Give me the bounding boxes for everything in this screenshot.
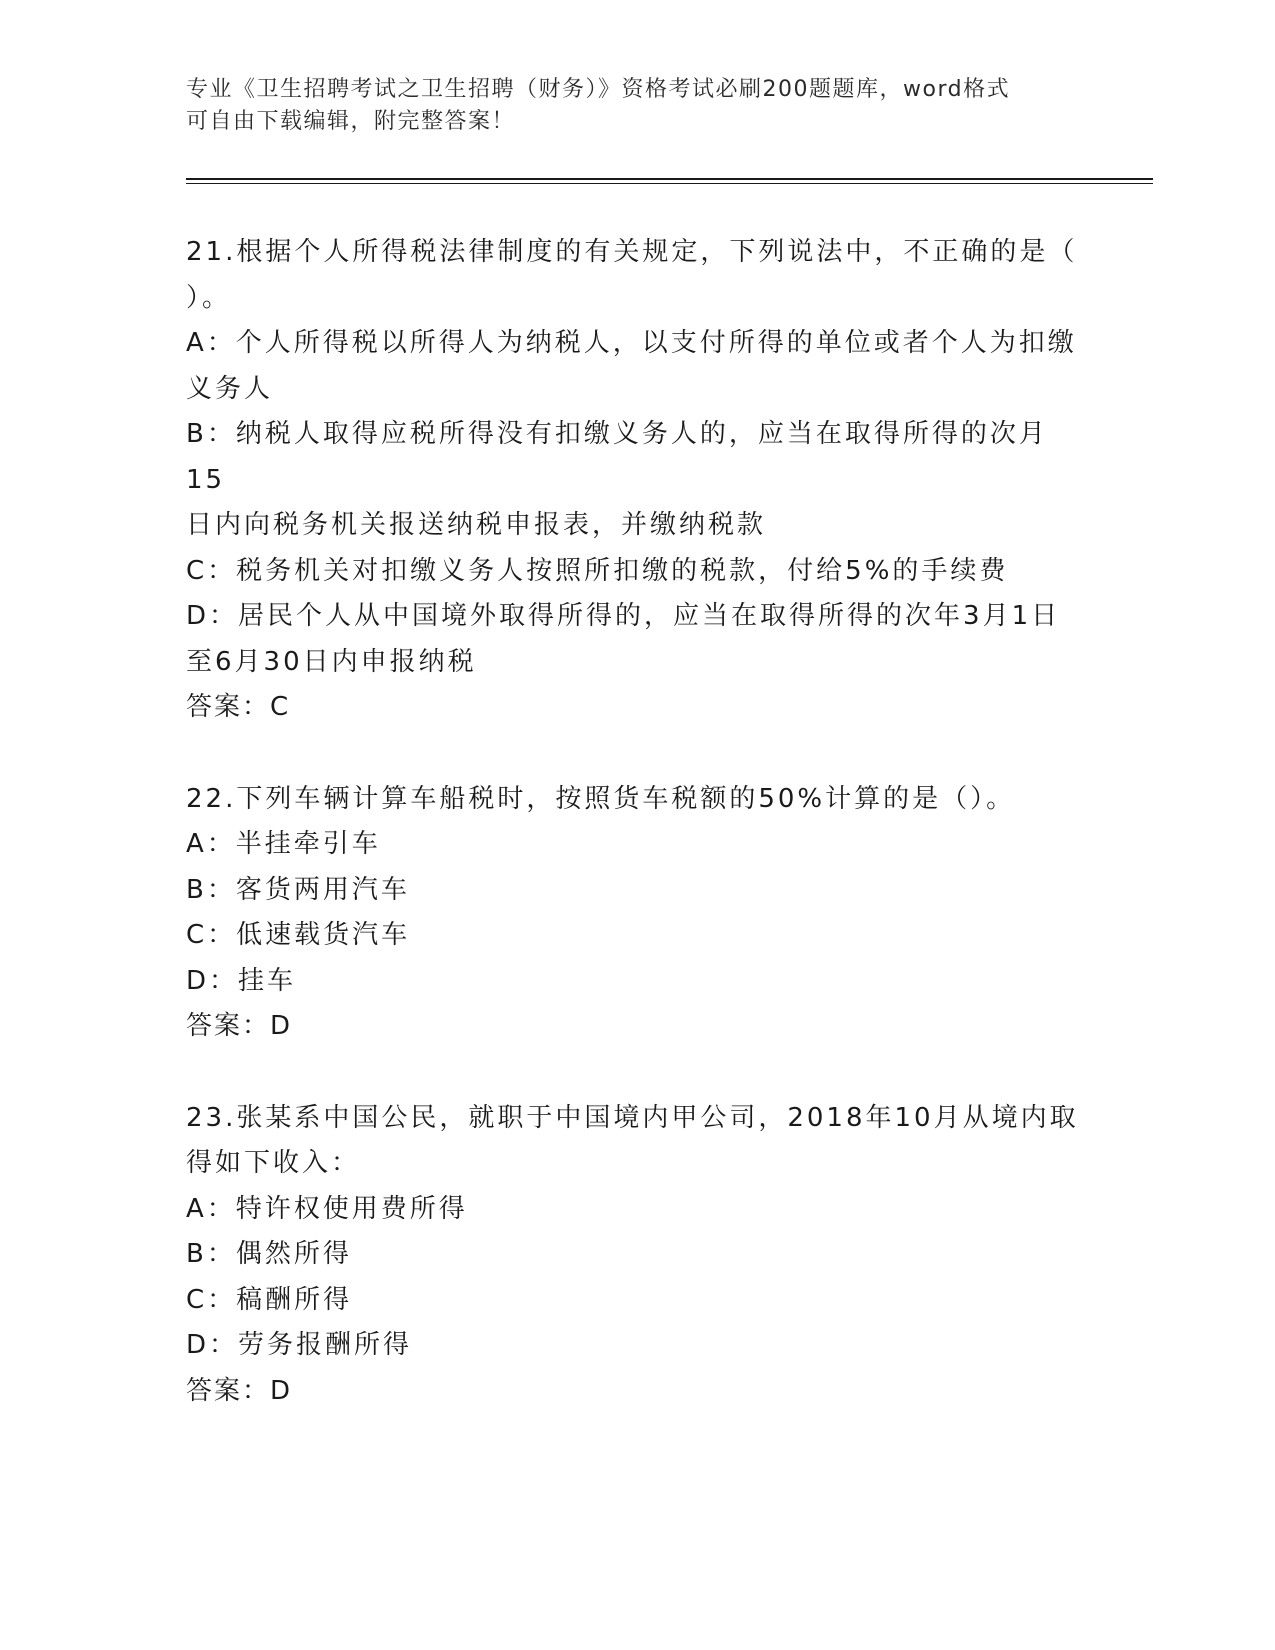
option-line: C：稿酬所得 bbox=[186, 1284, 353, 1315]
question-stem-line: 得如下收入： bbox=[186, 1148, 361, 1178]
option-line: 日内向税务机关报送纳税申报表，并缴纳税款 bbox=[186, 510, 767, 540]
option-line: C：税务机关对扣缴义务人按照所扣缴的税款，付给5%的手续费 bbox=[186, 555, 1009, 586]
option-line: D：居民个人从中国境外取得所得的，应当在取得所得的次年3月1日 bbox=[186, 601, 1061, 631]
question-22 bbox=[186, 777, 1086, 1050]
option-d bbox=[186, 959, 1086, 1005]
header-line-2: 可自由下载编辑，附完整答案！ bbox=[186, 109, 516, 134]
answer-label: 答案：D bbox=[186, 1011, 293, 1041]
option-c bbox=[186, 913, 1086, 959]
header-divider-thick bbox=[186, 178, 1153, 180]
header-line-1: 专业《卫生招聘考试之卫生招聘（财务）》资格考试必刷200题题库，word格式 bbox=[186, 77, 1011, 102]
option-line: B：偶然所得 bbox=[186, 1239, 352, 1269]
option-b bbox=[186, 1232, 1086, 1278]
option-c bbox=[186, 1278, 1086, 1324]
option-line: A：半挂牵引车 bbox=[186, 829, 381, 859]
document-header bbox=[186, 74, 1086, 138]
answer-label: 答案：C bbox=[186, 692, 291, 722]
option-line: 至6月30日内申报纳税 bbox=[186, 646, 477, 677]
option-line: 义务人 bbox=[186, 373, 274, 404]
question-21 bbox=[186, 230, 1086, 731]
option-line: C：低速载货汽车 bbox=[186, 920, 411, 950]
option-a bbox=[186, 321, 1086, 412]
option-b bbox=[186, 412, 1086, 549]
option-line: A：个人所得税以所得人为纳税人，以支付所得的单位或者个人为扣缴 bbox=[186, 328, 1077, 358]
option-line: A：特许权使用费所得 bbox=[186, 1193, 468, 1224]
option-line: B：纳税人取得应税所得没有扣缴义务人的，应当在取得所得的次月15 bbox=[186, 419, 1048, 495]
option-c bbox=[186, 549, 1086, 595]
header-divider-thin bbox=[186, 183, 1153, 184]
question-stem-line: 21.根据个人所得税法律制度的有关规定，下列说法中，不正确的是（ bbox=[186, 237, 1078, 267]
option-b bbox=[186, 868, 1086, 914]
question-list bbox=[186, 230, 1086, 1414]
question-23 bbox=[186, 1096, 1086, 1415]
question-stem-line: ）。 bbox=[186, 282, 232, 313]
option-line: B：客货两用汽车 bbox=[186, 874, 410, 905]
question-stem-line: 22.下列车辆计算车船税时，按照货车税额的50%计算的是（）。 bbox=[186, 783, 1016, 814]
option-line: D：劳务报酬所得 bbox=[186, 1330, 413, 1360]
option-a bbox=[186, 1187, 1086, 1233]
question-stem-line: 23.张某系中国公民，就职于中国境内甲公司，2018年10月从境内取 bbox=[186, 1102, 1079, 1133]
option-d bbox=[186, 594, 1086, 685]
option-line: D：挂车 bbox=[186, 965, 297, 996]
option-d bbox=[186, 1323, 1086, 1369]
question-spacer bbox=[186, 731, 1086, 777]
option-a bbox=[186, 822, 1086, 868]
answer-label: 答案：D bbox=[186, 1375, 293, 1406]
question-spacer bbox=[186, 1050, 1086, 1096]
